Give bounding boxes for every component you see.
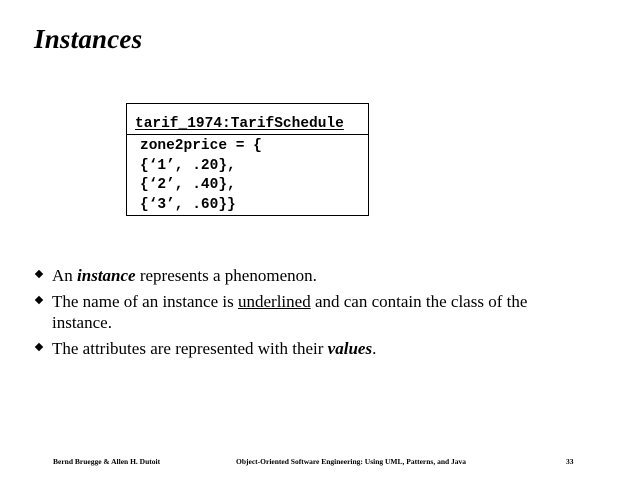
bullet-text: represents a phenomenon. bbox=[135, 266, 317, 285]
uml-attribute-line: {‘1’, .20}, bbox=[140, 157, 236, 174]
uml-object-name-compartment bbox=[127, 104, 368, 135]
uml-attribute-line: zone2price = { bbox=[140, 138, 262, 154]
diamond-bullet-icon bbox=[35, 296, 43, 304]
diamond-bullet-icon bbox=[35, 270, 43, 278]
bullet-text: . bbox=[372, 339, 377, 358]
bullet-text: The name of an instance is bbox=[52, 292, 238, 311]
uml-attributes-compartment bbox=[127, 135, 368, 215]
bullet-text: The attributes are represented with their bbox=[52, 339, 328, 358]
uml-object-name: tarif_1974:TarifSchedule bbox=[135, 116, 344, 132]
slide-title: Instances bbox=[34, 24, 143, 54]
diamond-bullet-icon bbox=[35, 343, 43, 351]
uml-object-box bbox=[126, 103, 369, 216]
emphasis-text: instance bbox=[77, 266, 136, 285]
footer-authors: Bernd Bruegge & Allen H. Dutoit bbox=[53, 457, 161, 466]
underlined-text: underlined bbox=[238, 292, 311, 311]
bullet-item-attributes bbox=[34, 338, 574, 359]
bullet-text: and can contain the class of the instance. bbox=[52, 292, 528, 332]
footer-page-number: 33 bbox=[566, 457, 574, 466]
emphasis-text: values bbox=[327, 339, 373, 358]
uml-attribute-line: {‘3’, .60}} bbox=[140, 196, 236, 213]
footer-book-title: Object-Oriented Software Engineering: Using UML, Patterns, and Java bbox=[236, 457, 467, 466]
bullet-list bbox=[34, 265, 574, 364]
uml-attribute-line: {‘2’, .40}, bbox=[140, 177, 236, 193]
bullet-item-name bbox=[34, 291, 574, 333]
bullet-text: An bbox=[52, 266, 78, 285]
bullet-item-instance bbox=[34, 265, 574, 286]
